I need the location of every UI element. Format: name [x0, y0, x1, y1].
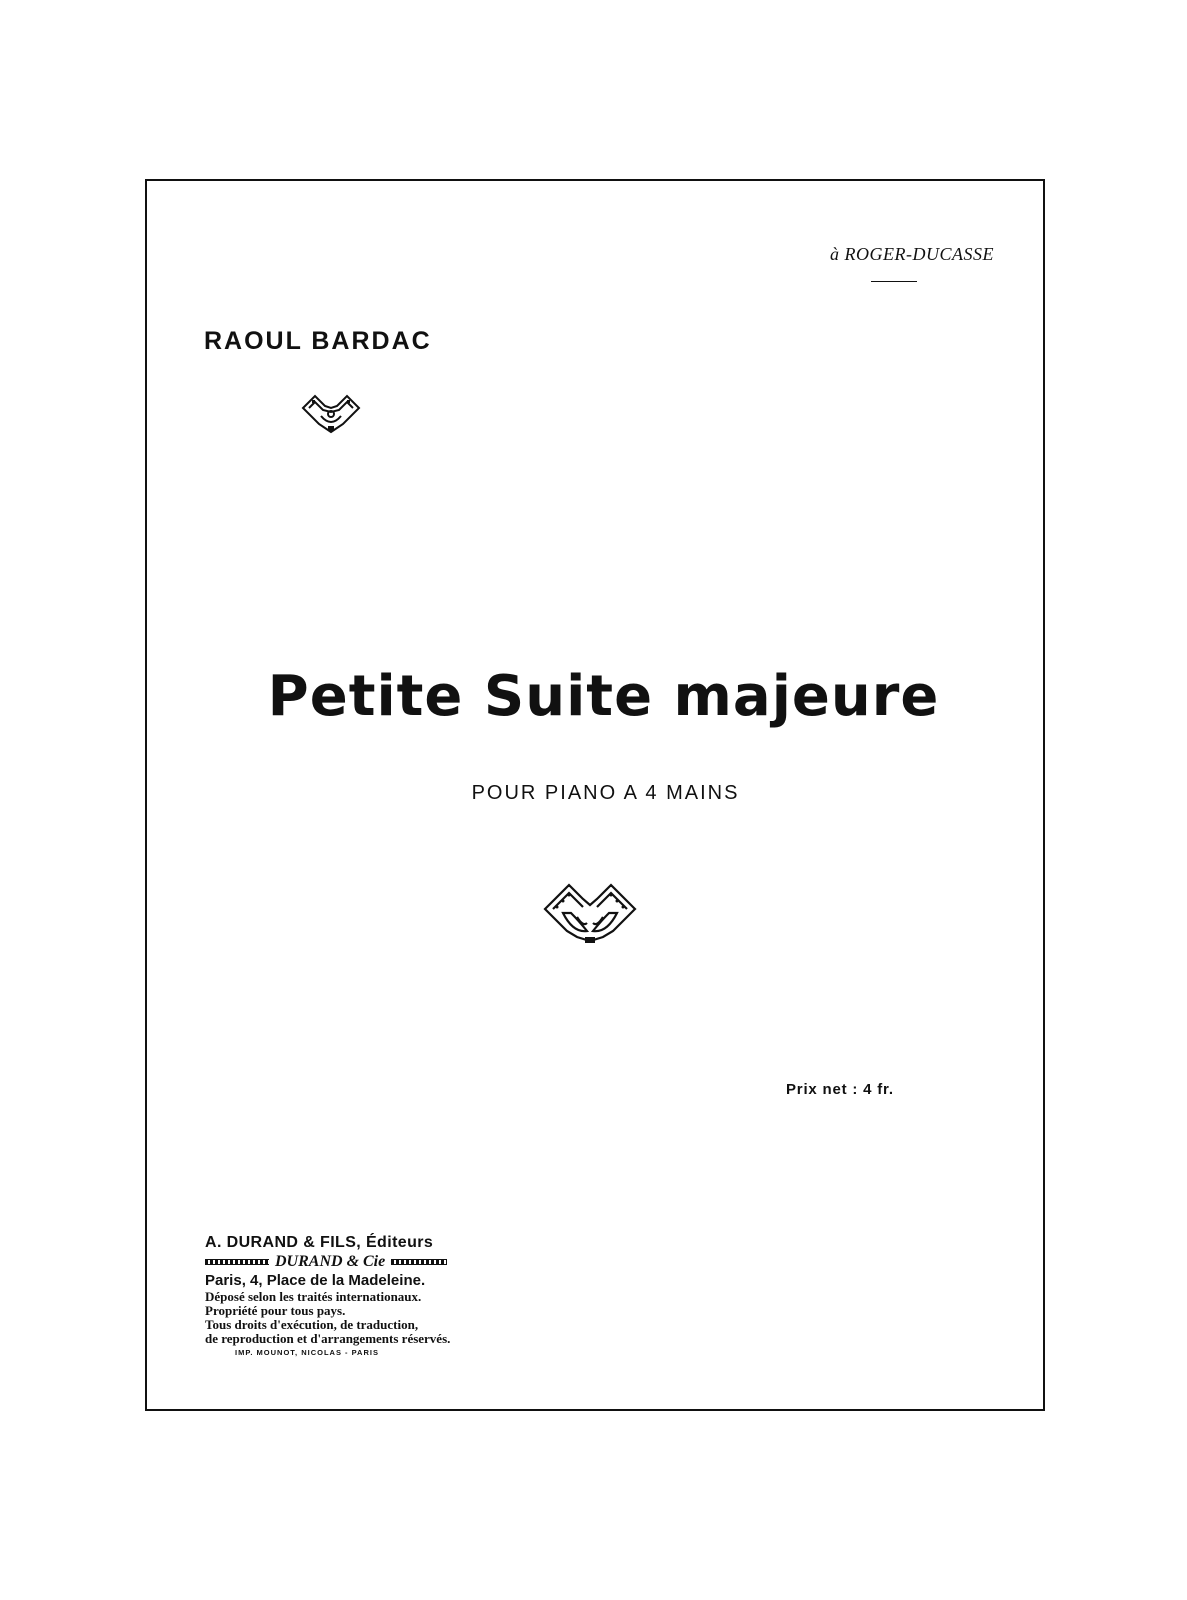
publisher-imprint	[205, 1233, 525, 1360]
legal-line: Tous droits d'exécution, de traduction,	[205, 1317, 419, 1332]
dedication: à ROGER-DUCASSE	[830, 244, 994, 264]
legal-line: Propriété pour tous pays.	[205, 1303, 346, 1318]
price: Prix net : 4 fr.	[786, 1081, 894, 1098]
ornament-large-icon	[543, 883, 637, 945]
decorative-rule-left	[205, 1259, 269, 1265]
successor-line	[205, 1252, 525, 1271]
ornament-small-icon	[301, 394, 361, 434]
legal-line: Déposé selon les traités internationaux.	[205, 1289, 422, 1304]
legal-line: de reproduction et d'arrangements réservés.	[205, 1331, 451, 1346]
successor-name: DURAND & Cie	[275, 1253, 386, 1270]
dedication-rule	[871, 281, 917, 282]
title: Petite Suite majeure	[267, 664, 940, 729]
publisher-address: Paris, 4, Place de la Madeleine.	[205, 1272, 426, 1289]
subtitle: POUR PIANO A 4 MAINS	[471, 782, 740, 804]
composer-name: RAOUL BARDAC	[204, 327, 432, 355]
decorative-rule-right	[391, 1259, 447, 1265]
publisher-name: A. DURAND & FILS, Éditeurs	[205, 1234, 434, 1251]
printer-credit: IMP. MOUNOT, NICOLAS - PARIS	[235, 1348, 379, 1357]
